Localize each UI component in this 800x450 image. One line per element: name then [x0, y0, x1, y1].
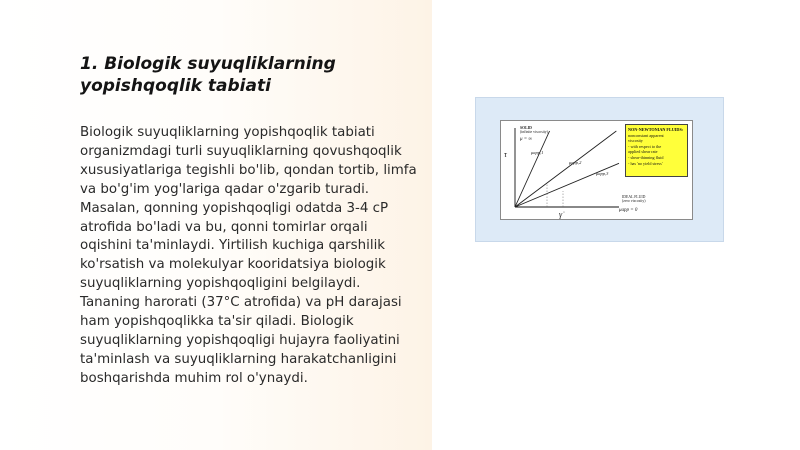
slide-body-text: Biologik suyuqliklarning yopishqoqlik tabiati organizmdagi turli suyuqliklarning qovushqoqlik xususiyatlariga tegishli bo'lib, qondan tortib, limfa va bo'g'im yog'lariga qadar o'zgarib turadi. Masalan, qonning yopishqoqligi odatda 3-4 cP atrofida bo'ladi va bu, qonni tomirlar orqali oqishini ta'minlaydi. Yirtilish kuchiga qarshilik ko'rsatish va molekulyar kooridatsiya biologik suyuqliklarning yopishqoqligini belgilaydi. Tananing harorati (37°C atrofida) va pH darajasi ham yopishqoqlikka ta'sir qiladi. Biologik suyuqliklarning yopishqoqligi hujayra faoliyatini ta'minlash va suyuqliklarning harakatchanligini boshqarishda muhim rol o'ynaydi.: [80, 125, 417, 386]
note-line: applied shear rate: [628, 149, 658, 155]
note-line: viscosity: [628, 138, 643, 144]
viscosity-chart-frame: [500, 120, 693, 220]
solid-sublabel: (infinite viscosity): [520, 130, 548, 134]
series-line-1: [515, 131, 550, 207]
note-line: - with respect to the: [628, 143, 662, 149]
x-axis-symbol: γ̇: [559, 210, 563, 219]
note-title: NON-NEWTONIAN FLUIDS:: [628, 127, 684, 132]
series-line-3: [515, 163, 619, 207]
ideal-fluid-label: IDEAL FLUID: [622, 195, 646, 199]
note-line: - shear-thinning fluid: [628, 154, 664, 160]
note-line: nonconstant apparent: [628, 132, 664, 138]
slide-title-line-1: 1. Biologik suyuqliklarning: [80, 54, 336, 74]
viscosity-figure: [475, 97, 724, 242]
mu-app-1-label: μapp,1: [531, 150, 544, 155]
slide-title: [80, 53, 400, 97]
ideal-fluid-mu-label: μapp = 0: [619, 208, 638, 213]
slide-title-line-2: yopishqoqlik tabiati: [80, 76, 271, 96]
note-line: - has 'no yield stress': [628, 160, 663, 166]
mu-app-2-label: μapp,2: [569, 160, 582, 165]
solid-mu-label: μ = ∞: [520, 137, 532, 142]
non-newtonian-note: [625, 124, 688, 177]
solid-label: SOLID: [520, 126, 532, 130]
y-axis-symbol: τ: [504, 150, 507, 159]
series-layer: [515, 131, 619, 207]
mu-app-3-label: μapp,3: [596, 171, 609, 176]
series-line-2: [515, 131, 616, 207]
ideal-fluid-sublabel: (zero viscosity): [622, 199, 646, 203]
